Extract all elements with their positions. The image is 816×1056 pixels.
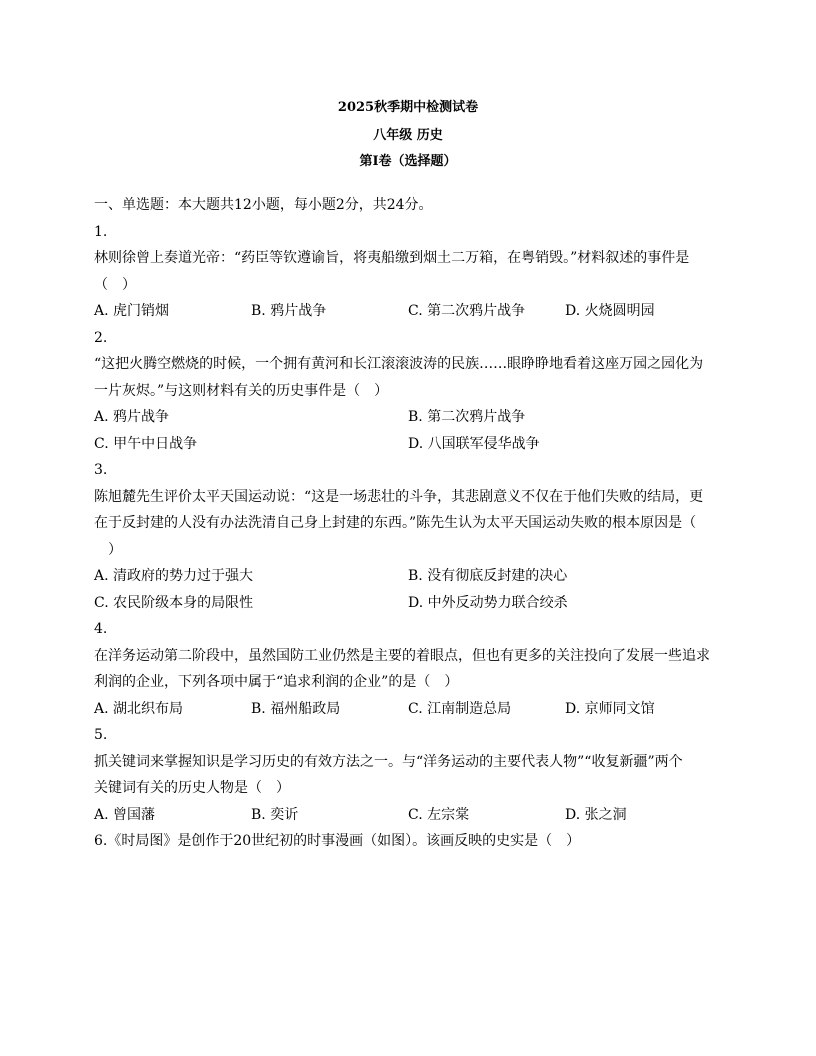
option-d[interactable]: D. 张之洞 — [565, 806, 627, 823]
option-a[interactable]: A. 湖北织布局 — [94, 700, 184, 717]
question-stem-line: （ ） — [94, 276, 136, 293]
option-d[interactable]: D. 京师同文馆 — [565, 700, 655, 717]
option-c[interactable]: C. 农民阶级本身的局限性 — [94, 594, 254, 611]
option-a[interactable]: A. 虎门销烟 — [94, 303, 170, 319]
option-a[interactable]: A. 曾国藩 — [94, 806, 156, 823]
option-b[interactable]: B. 第二次鸦片战争 — [408, 409, 526, 425]
section-title: 第I卷（选择题） — [359, 154, 457, 169]
question-stem-line: 陈旭麓先生评价太平天国运动说：“这是一场悲壮的斗争，其悲剧意义不仅在于他们失败的结局，更 — [94, 488, 704, 505]
options-grid — [94, 404, 722, 457]
question-number: 2. — [94, 329, 108, 346]
question-stem-line: 抓关键词来掌握知识是学习历史的有效方法之一。与“洋务运动的主要代表人物”“收复新疆”两个 — [94, 753, 683, 770]
question-4 — [94, 616, 722, 722]
option-a[interactable]: A. 清政府的势力过于强大 — [94, 568, 254, 584]
exam-subtitle: 八年级 历史 — [373, 128, 443, 143]
question-stem-line: 在于反封建的人没有办法洗清自己身上封建的东西。”陈先生认为太平天国运动失败的根本原因是（ — [94, 515, 697, 531]
question-stem-line: “这把火腾空燃烧的时候，一个拥有黄河和长江滚滚波涛的民族……眼睁睁地看着这座万园之园化为 — [94, 356, 704, 372]
part-heading: 一、单选题：本大题共12小题，每小题2分，共24分。 — [94, 197, 433, 213]
questions-area — [94, 192, 722, 855]
options-row — [94, 802, 722, 829]
question-3 — [94, 457, 722, 616]
question-number: 3. — [94, 462, 108, 478]
exam-title: 2025秋季期中检测试卷 — [337, 100, 479, 115]
option-b[interactable]: B. 奕䜣 — [251, 806, 299, 823]
option-b[interactable]: B. 没有彻底反封建的决心 — [408, 568, 568, 584]
option-d[interactable]: D. 八国联军侵华战争 — [408, 435, 540, 452]
options-grid — [94, 563, 722, 616]
option-c[interactable]: C. 左宗棠 — [408, 806, 470, 823]
question-number: 5. — [94, 727, 108, 743]
question-1 — [94, 219, 722, 325]
option-d[interactable]: D. 中外反动势力联合绞杀 — [408, 594, 568, 611]
question-2 — [94, 325, 722, 458]
option-c[interactable]: C. 甲午中日战争 — [94, 435, 198, 452]
question-stem-line: 关键词有关的历史人物是（ ） — [94, 780, 290, 796]
question-stem-line: 在洋务运动第二阶段中，虽然国防工业仍然是主要的着眼点，但也有更多的关注投向了发展一些追求 — [94, 647, 710, 664]
question-number: 4. — [94, 621, 108, 637]
question-6 — [94, 828, 722, 855]
option-a[interactable]: A. 鸦片战争 — [94, 409, 170, 425]
option-b[interactable]: B. 福州船政局 — [251, 700, 341, 717]
options-row — [94, 696, 722, 723]
option-c[interactable]: C. 江南制造总局 — [408, 700, 512, 717]
options-row — [94, 298, 722, 325]
option-b[interactable]: B. 鸦片战争 — [251, 303, 327, 319]
option-d[interactable]: D. 火烧圆明园 — [565, 303, 655, 319]
option-c[interactable]: C. 第二次鸦片战争 — [408, 303, 526, 319]
question-5 — [94, 722, 722, 828]
question-stem-line: 利润的企业，下列各项中属于“追求利润的企业”的是（ ） — [94, 674, 459, 690]
question-stem-line: 6.《时局图》是创作于20世纪初的时事漫画（如图）。该画反映的史实是（ ） — [94, 833, 581, 849]
question-stem-line: ） — [94, 541, 122, 558]
question-stem-line: 一片灰烬。”与这则材料有关的历史事件是（ ） — [94, 382, 389, 399]
question-stem-line: 林则徐曾上奏道光帝：“药臣等钦遵谕旨，将夷船缴到烟土二万箱，在粤销毁。”材料叙述的事件是 — [94, 250, 690, 266]
question-number: 1. — [94, 223, 108, 240]
